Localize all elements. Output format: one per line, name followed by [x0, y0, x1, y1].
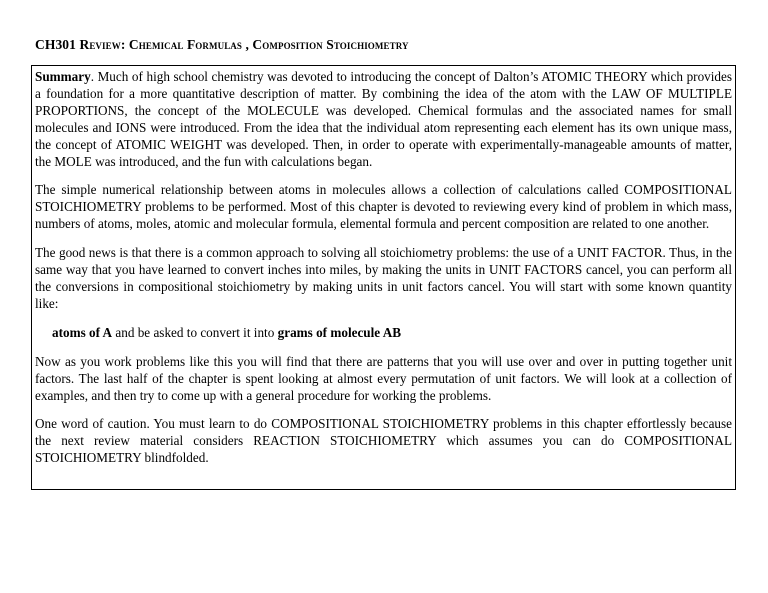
example-target-quantity: grams of molecule AB [277, 324, 402, 340]
title-subject: Chemical Formulas , Composition Stoichiometry [128, 37, 409, 52]
example-start-quantity: atoms of A [52, 324, 113, 340]
summary-paragraph-1-text: . Much of high school chemistry was devoted to introducing the concept of Dalton’s ATOMIC THEORY which provides a foundation for a more quantitative description of matter. By combining the idea of the atom with the LAW OF MULTIPLE PROPORTIONS, the concept of the MOLECULE was developed. Chemical formulas and the associated names for small molecules and IONS were introduced. From the idea that the individual atom representing each element has its own unique mass, the concept of ATOMIC WEIGHT was developed. Then, in order to operate with experimentally-manageable amounts of matter, the MOLE was introduced, and the fun with calculations began. [35, 69, 732, 169]
page-title [35, 37, 409, 53]
example-connector: and be asked to convert it into [112, 324, 278, 340]
example-conversion [35, 325, 732, 342]
summary-box [31, 65, 736, 490]
title-review: Review: [79, 37, 129, 52]
summary-paragraph-5: One word of caution. You must learn to do COMPOSITIONAL STOICHIOMETRY problems in this chapter effortlessly because the next review material considers REACTION STOICHIOMETRY which assumes you can do COMPOSITIONAL STOICHIOMETRY blindfolded. [35, 416, 732, 466]
summary-paragraph-1 [35, 69, 732, 170]
summary-lead: Summary [35, 69, 91, 84]
summary-paragraph-2: The simple numerical relationship between atoms in molecules allows a collection of calculations called COMPOSITIONAL STOICHIOMETRY problems to be performed. Most of this chapter is devoted to reviewing every kind of problem in which mass, numbers of atoms, moles, atomic and molecular formula, elemental formula and percent composition are related to one another. [35, 182, 732, 232]
summary-paragraph-4: Now as you work problems like this you will find that there are patterns that you will use over and over in putting together unit factors. The last half of the chapter is spent looking at almost every permutation of unit factors. We will look at a collection of examples, and then try to come up with a general procedure for working the problems. [35, 353, 732, 403]
summary-paragraph-3: The good news is that there is a common approach to solving all stoichiometry problems: the use of a UNIT FACTOR. Thus, in the same way that you have learned to convert inches into miles, by making the units in UNIT FACTORS cancel, you can perform all the conversions in compositional stoichiometry by making units in unit factors cancel. You will start with some known quantity like: [35, 245, 732, 311]
title-prefix: CH301 [35, 37, 80, 52]
